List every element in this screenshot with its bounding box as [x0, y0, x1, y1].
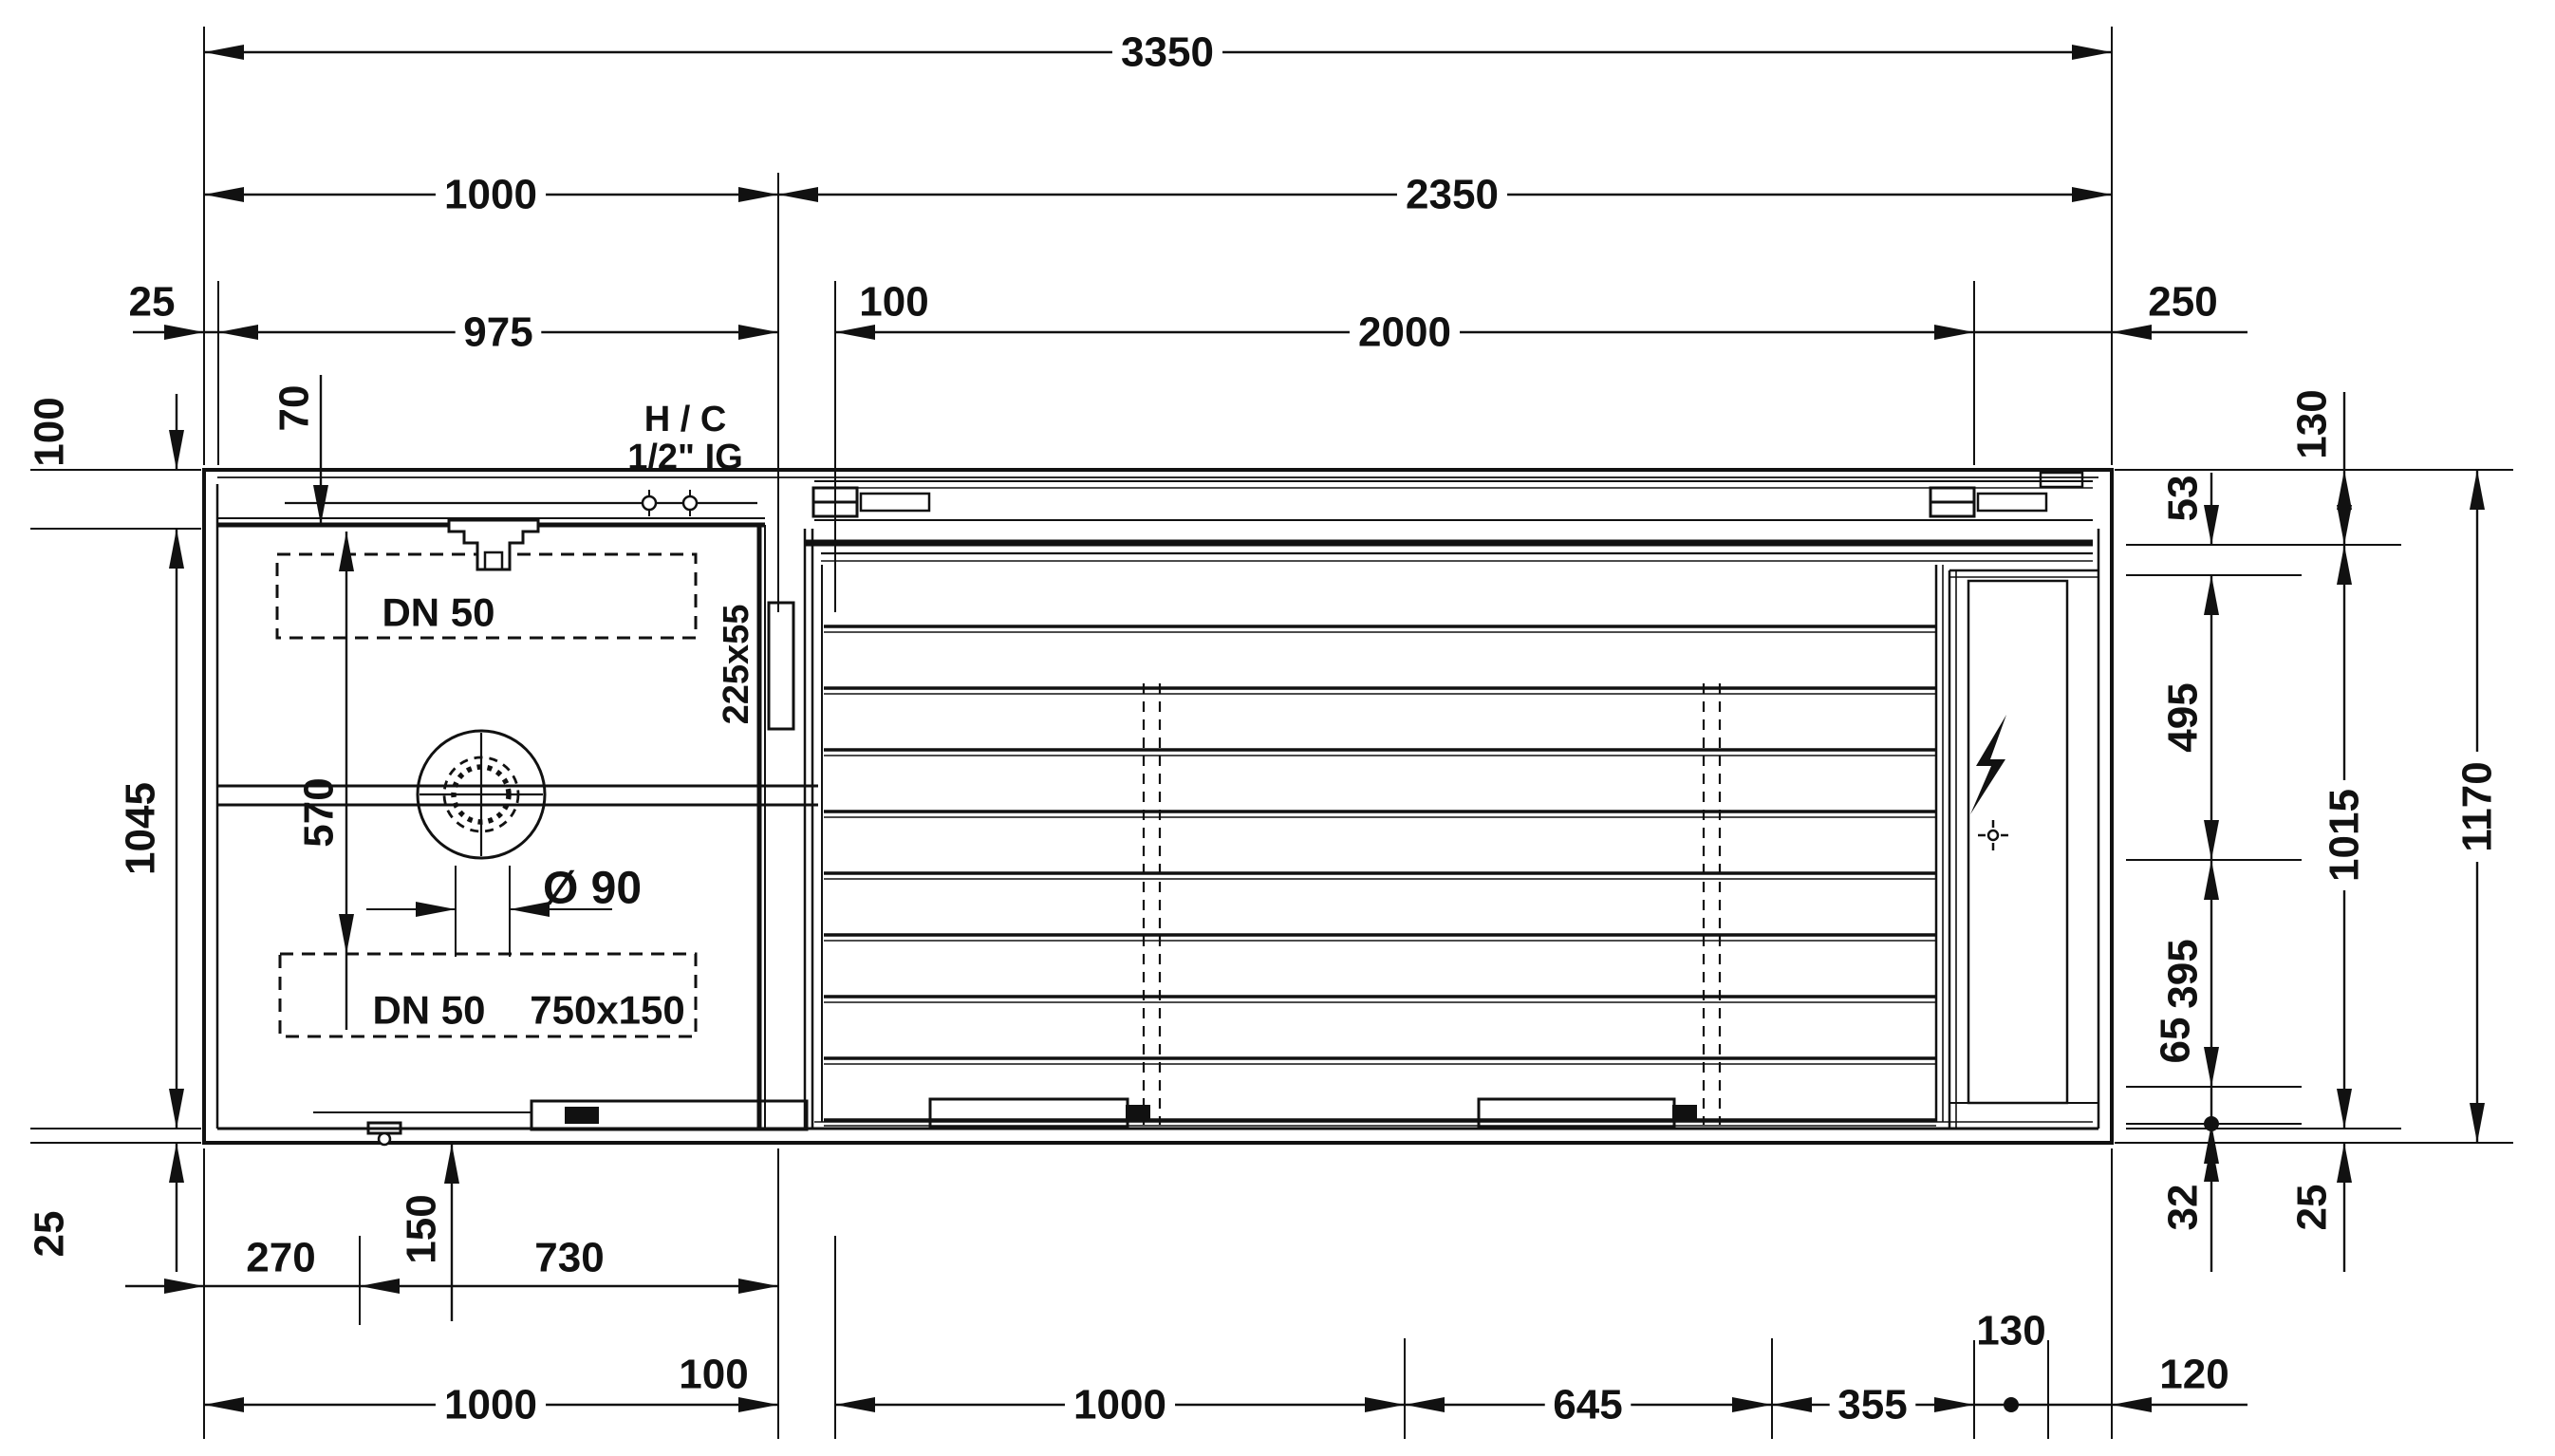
dim-label-d100left: 100: [26, 397, 73, 467]
dimension-arrow: [444, 1144, 459, 1184]
annotations-layer: [372, 400, 756, 1033]
dim-label-d32: 32: [2159, 1184, 2207, 1231]
dimension-arrow: [2337, 1143, 2352, 1183]
dimension-arrow: [164, 1279, 204, 1294]
dim-label-d730: 730: [534, 1234, 605, 1281]
annotation-hc-line1: H / C: [643, 400, 727, 439]
dimension-arrow: [1772, 1397, 1812, 1412]
dim-label-d1000top: 1000: [444, 171, 537, 218]
dimension-arrow: [339, 532, 354, 571]
dim-label-d495: 495: [2159, 682, 2207, 753]
dimension-arrow: [169, 430, 184, 470]
dim-label-d1000bl: 1000: [444, 1381, 537, 1428]
dim-label-d25top: 25: [128, 278, 176, 326]
dim-label-d120: 120: [2159, 1351, 2229, 1398]
dimension-arrow: [164, 325, 204, 340]
dim-label-d150: 150: [398, 1194, 445, 1264]
dim-label-d70: 70: [270, 384, 318, 432]
dimension-arrow: [2072, 45, 2112, 60]
dimension-arrow: [1934, 1397, 1974, 1412]
dimension-arrow: [2337, 1089, 2352, 1129]
dim-label-d1170: 1170: [2453, 761, 2501, 852]
dimension-arrow: [204, 45, 244, 60]
dimension-arrow: [169, 1089, 184, 1129]
dim-label-d395: 395: [2159, 939, 2207, 1009]
dimension-arrow: [778, 187, 818, 202]
door-threshold-right: [1479, 1099, 1674, 1128]
door-handle-icon: [1126, 1105, 1150, 1122]
dimension-arrow: [2204, 820, 2219, 860]
annotation-hc-line2: 1/2" IG: [627, 438, 743, 477]
dimension-arrow: [169, 529, 184, 569]
dim-label-d53: 53: [2159, 475, 2207, 522]
dimension-arrow: [738, 1397, 778, 1412]
annotation-drain-diameter: Ø 90: [542, 863, 643, 914]
dim-label-d250: 250: [2148, 278, 2218, 326]
dimension-arrow: [1405, 1397, 1445, 1412]
dim-label-d65: 65: [2152, 1017, 2199, 1064]
annotation-duct-size: 225x55: [717, 604, 756, 725]
dimension-arrow: [2337, 470, 2352, 510]
dim-label-d3350: 3350: [1121, 28, 1214, 76]
dimensions-layer: [27, 28, 2502, 1428]
dim-label-d1045: 1045: [117, 782, 164, 875]
water-connection-icon: [643, 496, 656, 510]
door-handle-icon: [1672, 1105, 1697, 1122]
dimension-arrow: [835, 325, 875, 340]
annotation-dn50-lower-size: 750x150: [530, 987, 685, 1033]
dimension-arrow: [1732, 1397, 1772, 1412]
position-marker-icon: [1988, 831, 1998, 840]
dimension-arrow: [738, 325, 778, 340]
dimension-arrow: [2072, 187, 2112, 202]
faucet-icon: [449, 520, 538, 569]
dimension-arrow: [2337, 505, 2352, 545]
dimension-arrow: [2470, 1103, 2485, 1143]
electrical-lightning-icon: [1970, 715, 2006, 814]
dimension-arrow: [416, 902, 456, 917]
dimension-arrow: [2112, 1397, 2152, 1412]
dimension-arrow: [218, 325, 258, 340]
dimension-arrow: [1365, 1397, 1405, 1412]
dimension-arrow: [2470, 470, 2485, 510]
dimension-arrow: [204, 187, 244, 202]
track-profile: [861, 494, 929, 511]
dim-label-d1000br: 1000: [1073, 1381, 1166, 1428]
dim-label-d100b: 100: [679, 1351, 749, 1398]
dim-label-d270: 270: [246, 1234, 316, 1281]
dim-label-d645: 645: [1553, 1381, 1623, 1428]
dimension-arrow: [738, 1279, 778, 1294]
water-connection-icon: [683, 496, 697, 510]
dim-label-d25left: 25: [26, 1210, 73, 1258]
structure-layer: [204, 470, 2219, 1412]
dim-label-d355: 355: [1837, 1381, 1908, 1428]
dimension-arrow: [2204, 1047, 2219, 1087]
dimension-arrow: [2112, 325, 2152, 340]
annotation-dn50-lower: DN 50: [372, 987, 486, 1033]
dim-label-d570: 570: [295, 777, 343, 848]
dim-label-d975: 975: [463, 308, 533, 356]
dimension-arrow: [360, 1279, 400, 1294]
dimension-arrow: [204, 1397, 244, 1412]
door-threshold-mid: [930, 1099, 1128, 1128]
corner-clip: [2041, 473, 2082, 487]
dimension-arrow: [2337, 545, 2352, 585]
dimension-arrow: [2204, 575, 2219, 615]
outlet-valve-knob: [379, 1133, 390, 1145]
dim-label-d2000: 2000: [1358, 308, 1451, 356]
dimension-arrow: [169, 1143, 184, 1183]
dimension-arrow: [738, 187, 778, 202]
dimension-arrow: [835, 1397, 875, 1412]
door-handle-icon: [565, 1107, 599, 1124]
duct-225x55: [769, 603, 793, 729]
dim-label-d1015: 1015: [2321, 789, 2368, 882]
dim-label-d25r: 25: [2288, 1184, 2336, 1231]
dim-label-d130r: 130: [2288, 389, 2336, 459]
dimension-arrow: [339, 914, 354, 954]
dim-label-d130b: 130: [1976, 1307, 2046, 1354]
dim-label-d2350: 2350: [1406, 171, 1499, 218]
bench-panel: [1968, 581, 2067, 1103]
dim-label-d100top: 100: [859, 278, 929, 326]
track-profile: [1978, 494, 2046, 511]
annotation-dn50-upper: DN 50: [382, 589, 495, 635]
dimension-arrow: [2204, 860, 2219, 900]
dimension-arrow: [1934, 325, 1974, 340]
